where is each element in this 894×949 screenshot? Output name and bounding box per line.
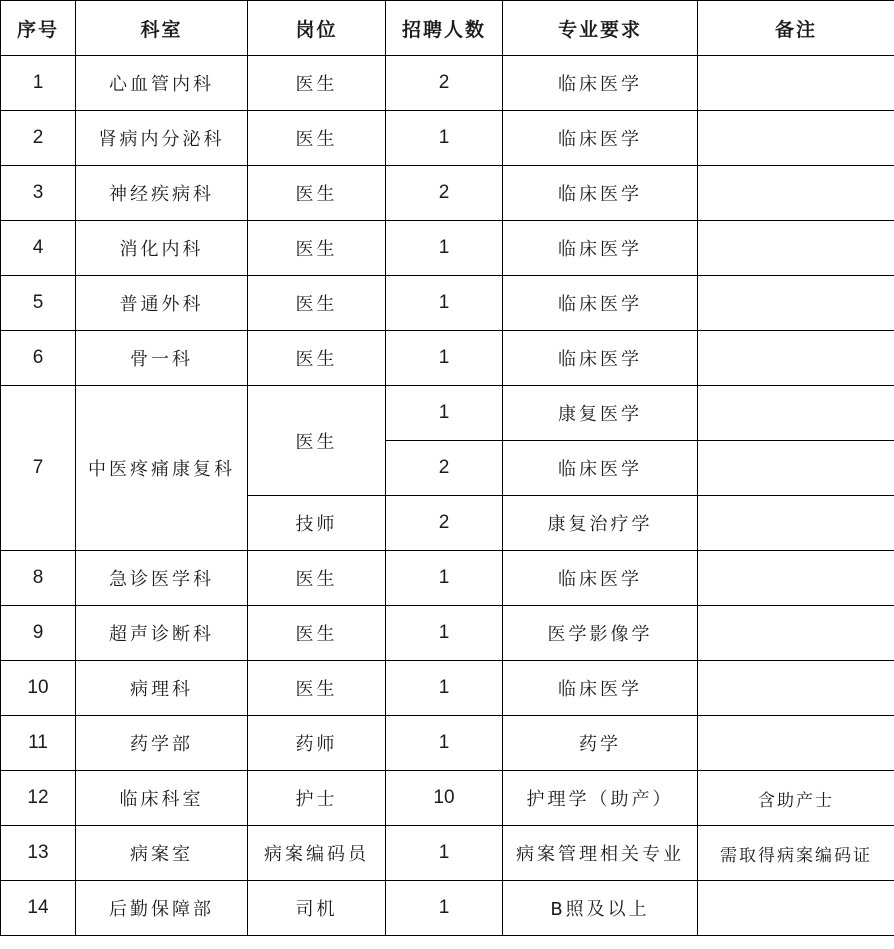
- cell-note: [698, 386, 894, 441]
- cell-post: 医生: [248, 661, 386, 716]
- table-row: [1, 56, 894, 111]
- cell-dept: 神经疾病科: [76, 166, 248, 221]
- table-row: [1, 661, 894, 716]
- header-no: 序号: [1, 1, 76, 56]
- table-row: [1, 331, 894, 386]
- cell-note: [698, 716, 894, 771]
- cell-dept: 临床科室: [76, 771, 248, 826]
- cell-count: 2: [386, 496, 503, 551]
- cell-dept: 心血管内科: [76, 56, 248, 111]
- cell-count: 1: [386, 331, 503, 386]
- cell-count: 1: [386, 881, 503, 936]
- table-row: [1, 606, 894, 661]
- cell-dept: 急诊医学科: [76, 551, 248, 606]
- table-row: [1, 166, 894, 221]
- cell-dept: 超声诊断科: [76, 606, 248, 661]
- cell-major: 康复治疗学: [503, 496, 698, 551]
- cell-count: 1: [386, 826, 503, 881]
- cell-count: 1: [386, 551, 503, 606]
- cell-major: 临床医学: [503, 331, 698, 386]
- cell-no: 1: [1, 56, 76, 111]
- cell-post: 护士: [248, 771, 386, 826]
- cell-dept: 后勤保障部: [76, 881, 248, 936]
- cell-dept: 药学部: [76, 716, 248, 771]
- cell-count: 1: [386, 221, 503, 276]
- cell-note: 含助产士: [698, 771, 894, 826]
- cell-dept: 中医疼痛康复科: [76, 386, 248, 551]
- cell-count: 2: [386, 441, 503, 496]
- cell-note: [698, 221, 894, 276]
- cell-post: 医生: [248, 386, 386, 496]
- cell-no: 8: [1, 551, 76, 606]
- cell-dept: 肾病内分泌科: [76, 111, 248, 166]
- table-row: [1, 716, 894, 771]
- cell-major: 临床医学: [503, 111, 698, 166]
- cell-major: 临床医学: [503, 276, 698, 331]
- cell-note: 需取得病案编码证: [698, 826, 894, 881]
- cell-note: [698, 661, 894, 716]
- header-count: 招聘人数: [386, 1, 503, 56]
- cell-post: 医生: [248, 551, 386, 606]
- header-post: 岗位: [248, 1, 386, 56]
- cell-post: 医生: [248, 166, 386, 221]
- cell-dept: 骨一科: [76, 331, 248, 386]
- table-row: [1, 221, 894, 276]
- cell-no: 4: [1, 221, 76, 276]
- cell-major: 临床医学: [503, 221, 698, 276]
- header-dept: 科室: [76, 1, 248, 56]
- cell-no: 6: [1, 331, 76, 386]
- cell-post: 医生: [248, 606, 386, 661]
- cell-major: 病案管理相关专业: [503, 826, 698, 881]
- cell-no: 5: [1, 276, 76, 331]
- cell-count: 2: [386, 166, 503, 221]
- header-major: 专业要求: [503, 1, 698, 56]
- cell-note: [698, 56, 894, 111]
- table-row: [1, 276, 894, 331]
- cell-major: 药学: [503, 716, 698, 771]
- header-note: 备注: [698, 1, 894, 56]
- table-row: [1, 826, 894, 881]
- cell-count: 1: [386, 386, 503, 441]
- cell-count: 1: [386, 111, 503, 166]
- cell-no: 14: [1, 881, 76, 936]
- cell-no: 12: [1, 771, 76, 826]
- cell-dept: 病案室: [76, 826, 248, 881]
- cell-post: 病案编码员: [248, 826, 386, 881]
- cell-count: 10: [386, 771, 503, 826]
- table-row: [1, 771, 894, 826]
- cell-no: 10: [1, 661, 76, 716]
- cell-dept: 普通外科: [76, 276, 248, 331]
- cell-post: 药师: [248, 716, 386, 771]
- cell-no: 2: [1, 111, 76, 166]
- cell-count: 1: [386, 716, 503, 771]
- table-row: [1, 881, 894, 936]
- cell-note: [698, 496, 894, 551]
- cell-post: 医生: [248, 276, 386, 331]
- cell-major: 临床医学: [503, 166, 698, 221]
- cell-post: 医生: [248, 111, 386, 166]
- cell-major: 医学影像学: [503, 606, 698, 661]
- cell-major: 护理学（助产）: [503, 771, 698, 826]
- cell-major: 临床医学: [503, 441, 698, 496]
- cell-count: 1: [386, 661, 503, 716]
- cell-note: [698, 276, 894, 331]
- cell-no: 3: [1, 166, 76, 221]
- cell-post: 医生: [248, 331, 386, 386]
- cell-major: B照及以上: [503, 881, 698, 936]
- cell-no: 13: [1, 826, 76, 881]
- cell-note: [698, 331, 894, 386]
- table-row: [1, 111, 894, 166]
- cell-no: 11: [1, 716, 76, 771]
- cell-note: [698, 881, 894, 936]
- cell-count: 1: [386, 606, 503, 661]
- cell-dept: 消化内科: [76, 221, 248, 276]
- cell-post: 医生: [248, 56, 386, 111]
- cell-note: [698, 606, 894, 661]
- cell-note: [698, 551, 894, 606]
- cell-dept: 病理科: [76, 661, 248, 716]
- cell-no: 7: [1, 386, 76, 551]
- cell-note: [698, 111, 894, 166]
- cell-no: 9: [1, 606, 76, 661]
- cell-note: [698, 166, 894, 221]
- cell-post: 司机: [248, 881, 386, 936]
- cell-major: 康复医学: [503, 386, 698, 441]
- cell-post: 技师: [248, 496, 386, 551]
- cell-major: 临床医学: [503, 551, 698, 606]
- cell-count: 2: [386, 56, 503, 111]
- cell-count: 1: [386, 276, 503, 331]
- cell-major: 临床医学: [503, 661, 698, 716]
- header-row: [1, 1, 894, 56]
- cell-major: 临床医学: [503, 56, 698, 111]
- table-row-group-7a: [1, 386, 894, 441]
- table-row: [1, 551, 894, 606]
- cell-post: 医生: [248, 221, 386, 276]
- cell-note: [698, 441, 894, 496]
